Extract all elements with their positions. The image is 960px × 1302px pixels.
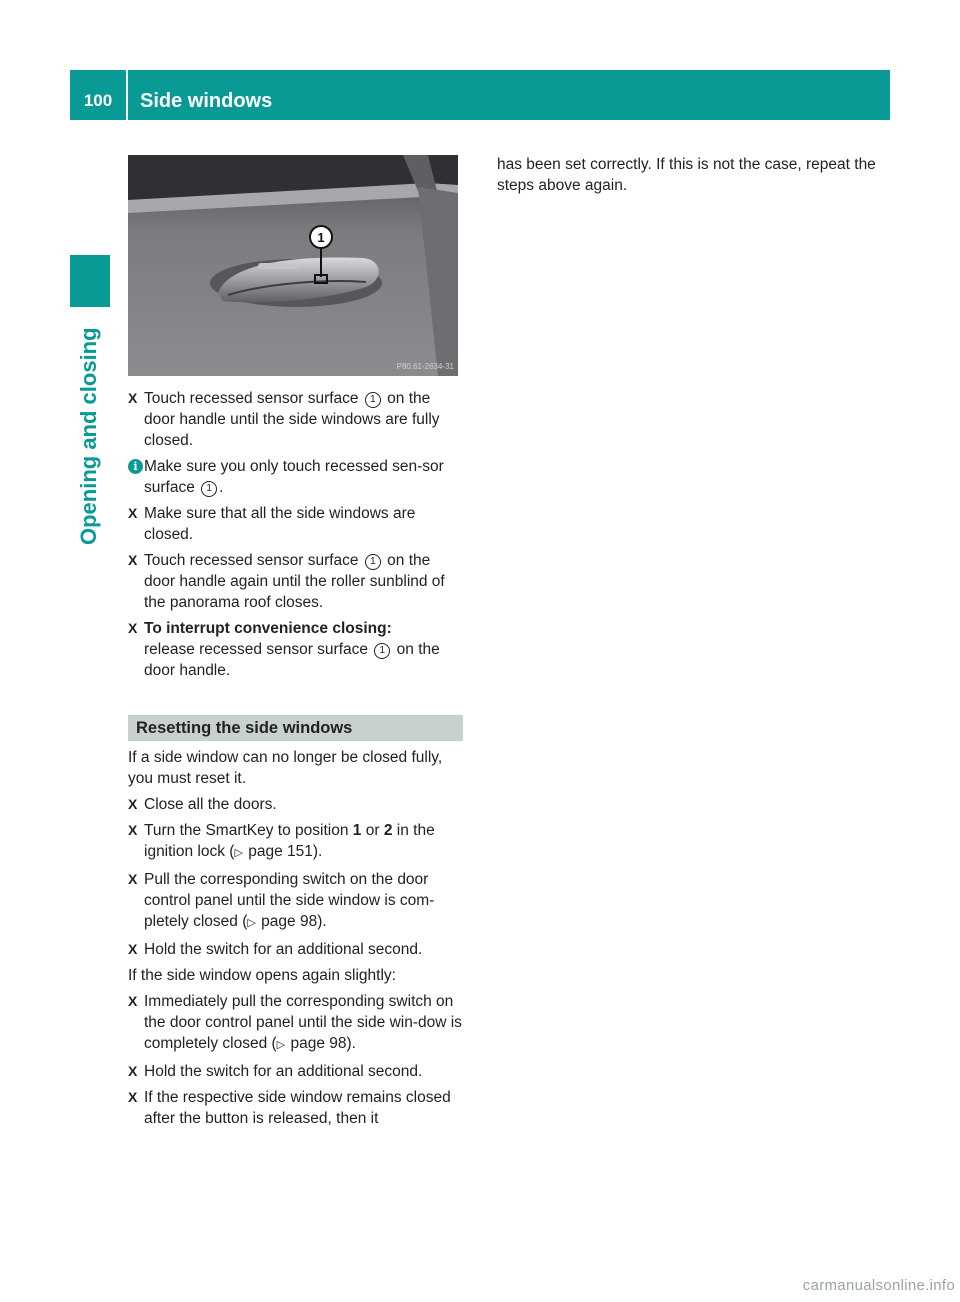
step-pull-switch: X Pull the corresponding switch on the door control panel until the side window is com-pletely closed (▷ page 98). [128, 871, 435, 930]
page-header [70, 70, 890, 120]
page-ref-icon: ▷ [247, 917, 256, 929]
step-turn-key: X Turn the SmartKey to position 1 or 2 in the ignition lock (▷ page 151). [128, 822, 435, 860]
step-arrow-icon: X [128, 993, 138, 1009]
step-touch-again: X Touch recessed sensor surface 1 on the door handle again until the roller sunblind of the panorama roof closes. [128, 552, 445, 611]
watermark: carmanualsonline.info [802, 1277, 955, 1294]
condition-text: If the side window opens again slightly: [128, 967, 396, 984]
page-ref: page 98). [261, 913, 327, 930]
page-ref-icon: ▷ [276, 1039, 286, 1051]
step-arrow-icon: X [128, 1089, 138, 1105]
right-column [497, 154, 887, 201]
callout-ref: 1 [374, 643, 390, 659]
step-close-doors: X Close all the doors. [128, 796, 277, 813]
step-arrow-icon: X [128, 796, 138, 812]
step-arrow-icon: X [128, 505, 138, 521]
step-check-remains: X If the respective side window remains closed after the button is released, then it [128, 1089, 451, 1127]
callout-ref: 1 [365, 554, 381, 570]
side-tab-label: Opening and closing [76, 327, 101, 545]
header-divider [126, 70, 128, 120]
page-title: Side windows [140, 90, 273, 112]
step-touch-sensor: X Touch recessed sensor surface 1 on the door handle until the side windows are fully closed. [128, 390, 440, 449]
step-arrow-icon: X [128, 390, 138, 406]
continuation-text: has been set correctly. If this is not the case, repeat the steps above again. [497, 156, 876, 194]
page-ref: page 98). [290, 1035, 356, 1052]
page-ref-icon: ▷ [234, 847, 243, 859]
step-interrupt: X To interrupt convenience closing: release recessed sensor surface 1 on the door handle. [128, 620, 440, 679]
callout-1: 1 [317, 230, 325, 245]
step-hold-again: X Hold the switch for an additional second. [128, 1063, 423, 1080]
step-arrow-icon: X [128, 822, 138, 838]
door-handle-photo [128, 155, 458, 376]
step-arrow-icon: X [128, 871, 138, 887]
callout-ref: 1 [201, 481, 217, 497]
section-heading: Resetting the side windows [128, 715, 463, 741]
info-note: i Make sure you only touch recessed sen-sor surface 1 . [128, 456, 463, 498]
step-hold-switch: X Hold the switch for an additional second. [128, 941, 423, 958]
step-pull-again: X Immediately pull the corresponding switch on the door control panel until the side win-dow is completely closed (▷ page 98). [128, 993, 462, 1052]
page-number: 100 [83, 91, 113, 110]
info-icon: i [128, 459, 143, 474]
step-arrow-icon: X [128, 552, 138, 568]
callout-ref: 1 [365, 392, 381, 408]
step-check-closed: X Make sure that all the side windows are closed. [128, 505, 416, 543]
step-arrow-icon: X [128, 941, 138, 957]
section-intro: If a side window can no longer be closed fully, you must reset it. [128, 749, 443, 787]
page-ref: page 151). [248, 843, 323, 860]
left-column [128, 388, 463, 1134]
figure-code: P80.61-2634-31 [396, 362, 454, 371]
step-arrow-icon: X [128, 620, 138, 636]
step-arrow-icon: X [128, 1063, 138, 1079]
